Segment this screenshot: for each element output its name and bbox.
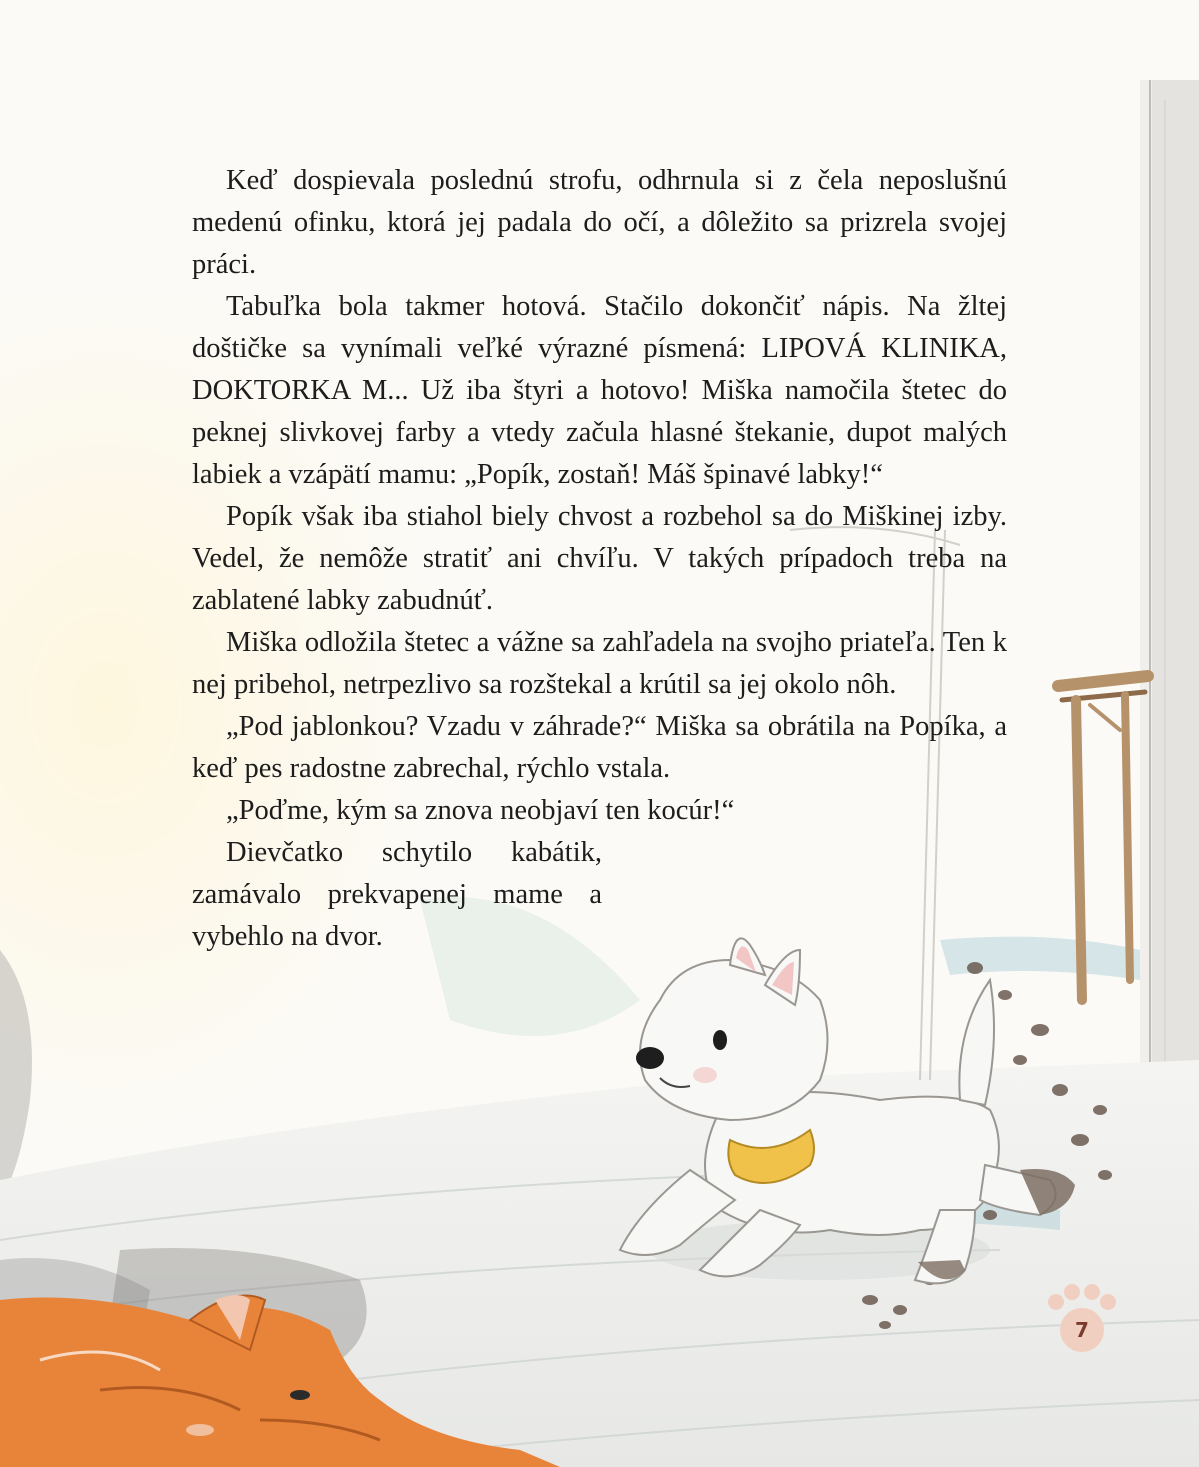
paragraph: „Pod jablonkou? Vzadu v záhrade?“ Miška sa obrátila na Popíka, a keď pes radostne zabrechal, rýchlo vstala.: [192, 711, 1007, 784]
paragraph: Tabuľka bola takmer hotová. Stačilo dokončiť nápis. Na žltej doštičke sa vynímali veľké výrazné písmená: LIPOVÁ KLINIKA, DOKTORKA M... Už iba štyri a hotovo! Miška namočila štetec do peknej slivkovej farby a vtedy začula hlasné štekanie, dupot malých labiek a vzápätí mamu: „Popík, zostaň! Máš špinavé labky!“: [192, 291, 1007, 490]
paragraph: Keď dospievala poslednú strofu, odhrnula si z čela neposlušnú medenú ofinku, ktorá jej padala do očí, a dôležito sa prizrela svojej práci.: [192, 165, 1007, 280]
paragraph: Dievčatko schytilo kabátik, zamávalo prekvapenej mame a vybehlo na dvor.: [192, 837, 602, 952]
story-text: [192, 160, 1007, 958]
page-number: 7: [1075, 1318, 1089, 1342]
paragraph: Popík však iba stiahol biely chvost a rozbehol sa do Miškinej izby. Vedel, že nemôže stratiť ani chvíľu. V takých prípadoch treba na zablatené labky zabudnúť.: [192, 501, 1007, 616]
paragraph: „Poďme, kým sa znova neobjaví ten kocúr!“: [226, 795, 735, 826]
paragraph: Miška odložila štetec a vážne sa zahľadela na svojho priateľa. Ten k nej pribehol, netrpezlivo sa rozštekal a krútil sa jej okolo nôh.: [192, 627, 1007, 700]
